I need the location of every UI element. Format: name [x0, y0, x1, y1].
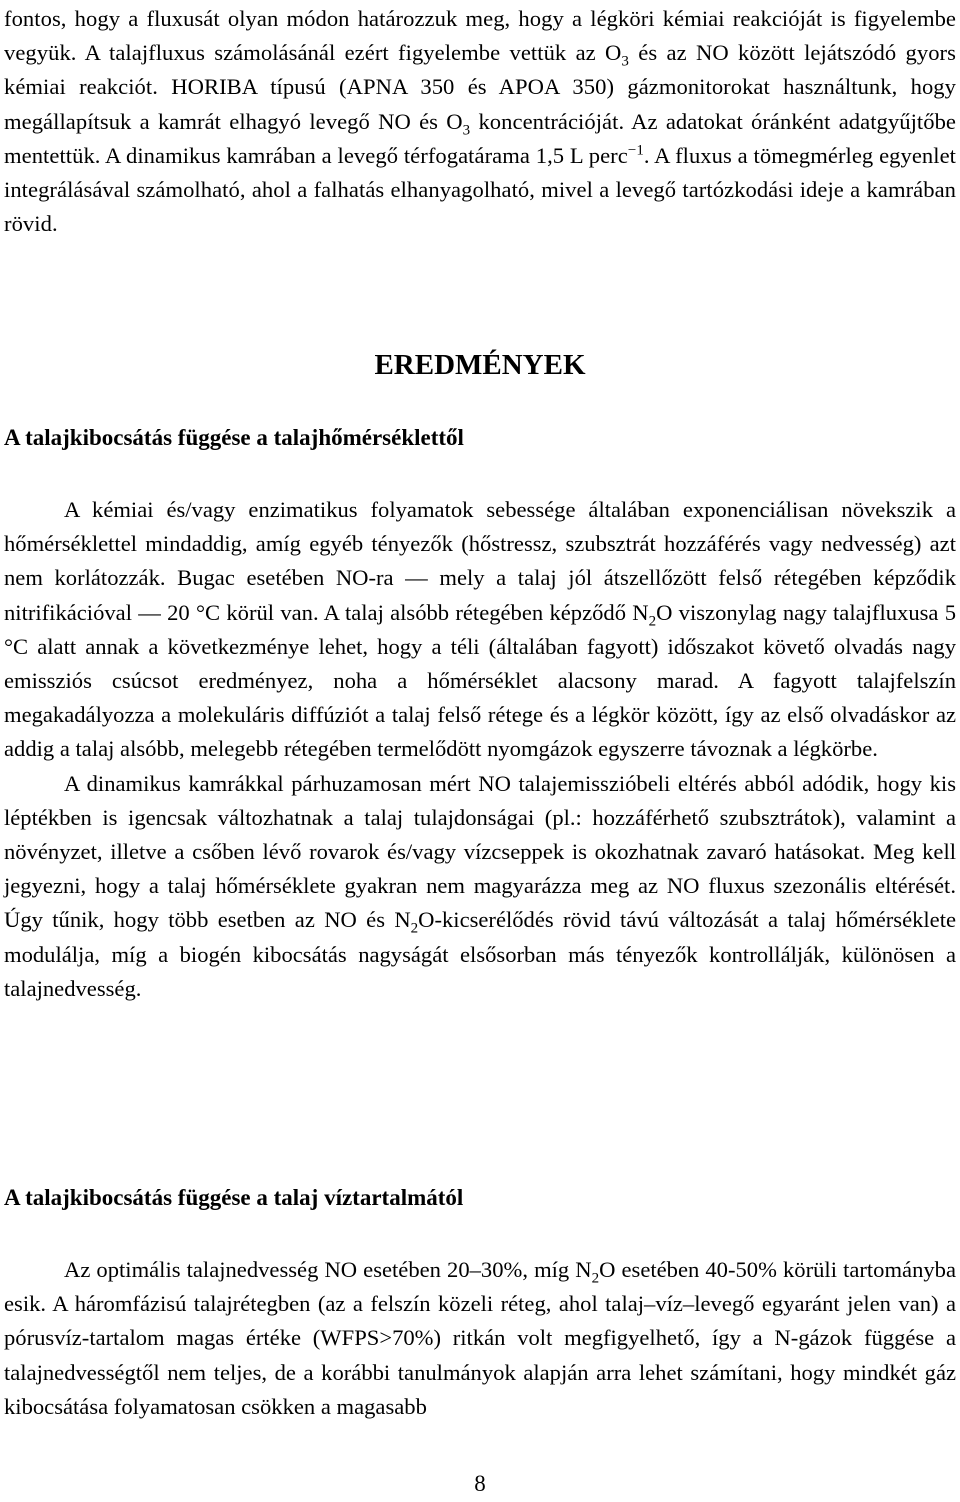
per-minute-superscript: −1: [627, 142, 644, 159]
paragraph-text: O-kicserélődés rövid távú változását a talaj hőmérséklete modulálja, míg a biogén kibocsátás nagyságát elsősorban más tényezők kontrollálják, különösen a talajnedvesség.: [4, 907, 957, 1001]
paragraph-text: Az optimális talajnedvesség NO esetében 20–30%, míg N: [64, 1257, 592, 1282]
subsection-heading-temperature: A talajkibocsátás függése a talajhőmérséklettől: [4, 425, 464, 450]
o3-subscript-2: 3: [462, 122, 471, 139]
n2o-subscript: 2: [410, 920, 419, 937]
intro-paragraph: [4, 2, 956, 241]
intro-text-4: . A fluxus a tömegmérleg egyenlet integrálásával számolható, ahol a falhatás elhanyagolható, mivel a levegő tartózkodási ideje a kamrában rövid.: [4, 142, 957, 237]
intro-text-3: koncentrációját. Az adatokat óránként adatgyűjtőbe mentettük. A dinamikus kamrában a levegő térfogatárama 1,5 L perc: [4, 108, 956, 168]
paragraph-text: O viszonylag nagy talajfluxusa 5 °C alatt annak a következménye lehet, hogy a téli (általában fagyott) időszakot követő olvadás nagy emissziós csúcsot eredményez, noha a hőmérséklet alacsony marad. A fagyott talajfelszín megakadályozza a molekuláris diffúziót a talaj felső rétege és a légkör között, így az első olvadáskor az addig a talaj alsóbb, melegebb rétegében termelődött nyomgázok egyszerre távoznak a légkörbe.: [4, 599, 956, 762]
intro-text-2: és az NO között lejátszódó gyors kémiai reakciót. HORIBA típusú (APNA 350 és APOA 350) gázmonitorokat használtunk, hogy megállapítsuk a kamrát elhagyó levegő NO és O: [4, 40, 956, 134]
document-page: [4, 0, 957, 1419]
intro-text-1: fontos, hogy a fluxusát olyan módon határozzuk meg, hogy a légköri kémiai reakcióját is figyelembe vegyük. A talajfluxus számolásánál ezért figyelembe vettük az O: [4, 6, 956, 66]
o3-subscript: 3: [621, 53, 629, 70]
paragraph-temperature-2: [4, 767, 956, 1006]
paragraph-temperature-1: [4, 493, 956, 767]
paragraph-water-1: [4, 1253, 956, 1424]
subsection-body-temperature: [4, 493, 956, 1006]
page-number: 8: [474, 1471, 486, 1496]
section-title: EREDMÉNYEK: [374, 349, 586, 381]
subsection-heading-water-content: A talajkibocsátás függése a talaj víztartalmától: [4, 1185, 464, 1210]
subsection-body-water-content: [4, 1253, 956, 1424]
n2o-subscript: 2: [648, 613, 657, 630]
n2o-subscript: 2: [591, 1270, 600, 1287]
paragraph-text: A dinamikus kamrákkal párhuzamosan mért NO talajemisszióbeli eltérés abból adódik, hogy kis léptékben is igencsak változhatnak a talaj tulajdonságai (pl.: hozzáférhető szubsztrátok), valamint a növényzet, illetve a csőben lévő rovarok és/vagy vízcseppek is okozhatnak zavaró hatásokat. Meg kell jegyezni, hogy a talaj hőmérséklete gyakran nem magyarázza meg az NO fluxus szezonális eltérését. Úgy tűnik, hogy több esetben az NO és N: [4, 770, 956, 933]
paragraph-text: A kémiai és/vagy enzimatikus folyamatok sebessége általában exponenciálisan növekszik a hőmérséklettel mindaddig, amíg egyéb tényezők (hőstressz, szubsztrát hozzáférés vagy nedvesség) azt nem korlátozzák. Bugac esetében NO-ra — mely a talaj jól átszellőzött felső rétegében képződik nitrifikációval — 20 °C körül van. A talaj alsóbb rétegében képződő N: [4, 497, 956, 625]
paragraph-text: O esetében 40-50% körüli tartományba esik. A háromfázisú talajrétegben (az a felszín közeli réteg, ahol talaj–víz–levegő egyaránt jelen van) a pórusvíz-tartalom magas értéke (WFPS>70%) ritkán volt megfigyelhető, így a N-gázok függése a talajnedvességtől nem teljes, de a korábbi tanulmányok alapján arra lehet számítani, hogy mindkét gáz kibocsátása folyamatosan csökken a magasabb: [4, 1257, 956, 1419]
